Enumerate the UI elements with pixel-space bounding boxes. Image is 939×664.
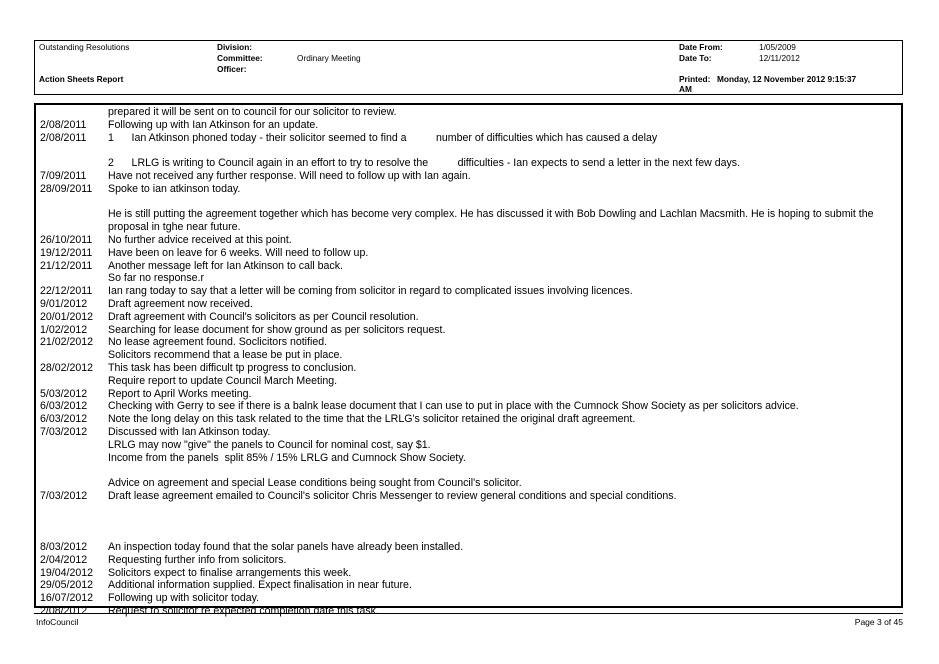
- log-entry: [36, 388, 901, 401]
- log-entry: [36, 208, 901, 234]
- log-entry: [36, 554, 901, 567]
- page-number: Page 3 of 45: [854, 617, 903, 627]
- entry-date: 16/07/2012: [40, 592, 94, 605]
- entry-text: Requesting further info from solicitors.: [108, 553, 287, 566]
- printed-label: Printed:: [679, 74, 711, 84]
- entry-text: [108, 196, 901, 209]
- division-label: Division:: [217, 42, 253, 52]
- entry-date: [36, 439, 108, 452]
- entry-text: [108, 516, 901, 529]
- log-entry: [36, 452, 901, 465]
- log-entry: [36, 247, 901, 260]
- entry-date: 1/02/2012: [40, 323, 88, 336]
- log-entry: [36, 592, 901, 605]
- entry-date: [36, 196, 108, 209]
- entry-date: 21/02/2012: [40, 336, 94, 349]
- log-entry: [36, 183, 901, 196]
- date-from-value: 1/05/2009: [759, 42, 796, 52]
- entry-date: 22/12/2011: [40, 285, 93, 298]
- entry-date: 8/03/2012: [40, 541, 88, 554]
- entry-text: Have not received any further response. Will need to follow up with Ian again.: [108, 169, 471, 182]
- entry-date: 19/12/2011: [40, 246, 93, 259]
- log-entry: [36, 106, 901, 119]
- entry-date: 7/09/2011: [40, 169, 87, 182]
- entry-text: Have been on leave for 6 weeks. Will need to follow up.: [108, 246, 369, 259]
- entry-text: This task has been difficult tp progress to conclusion.: [108, 361, 357, 374]
- entry-date: [36, 375, 108, 388]
- entry-text: [108, 503, 901, 516]
- entry-date: 7/03/2012: [40, 425, 88, 438]
- log-entry: [36, 490, 901, 503]
- entry-date: [36, 516, 108, 529]
- entry-date: 6/03/2012: [40, 413, 88, 426]
- entry-date: [36, 208, 108, 234]
- entry-text: Income from the panels split 85% / 15% LRLG and Cumnock Show Society.: [108, 451, 466, 464]
- log-entry: [36, 426, 901, 439]
- entry-date: 2/08/2011: [40, 131, 87, 144]
- entry-text: Report to April Works meeting.: [108, 387, 252, 400]
- entry-text: He is still putting the agreement together which has become very complex. He has discussed it with Bob Dowling and Lachlan Macsmith. He is hoping to submit the proposal in tghe near future.: [108, 208, 877, 234]
- entry-date: [36, 106, 108, 119]
- entry-text: Checking with Gerry to see if there is a balnk lease document that I can use to put in place with the Cumnock Show Society as per solicitors advice.: [108, 400, 799, 413]
- entry-text: Spoke to ian atkinson today.: [108, 182, 241, 195]
- report-header: [34, 40, 903, 95]
- entry-date: [36, 349, 108, 362]
- entry-date: 9/01/2012: [40, 297, 88, 310]
- entry-date: [36, 157, 108, 170]
- date-from-label: Date From:: [679, 42, 723, 52]
- entry-date: [36, 144, 108, 157]
- entry-text: Draft agreement now received.: [108, 297, 253, 310]
- entry-text: Additional information supplied. Expect finalisation in near future.: [108, 579, 412, 592]
- log-entry: [36, 349, 901, 362]
- log-entry: [36, 144, 901, 157]
- log-entry: [36, 477, 901, 490]
- log-entry: [36, 375, 901, 388]
- log-entry: [36, 413, 901, 426]
- action-log: [34, 103, 903, 618]
- entry-date: 2/08/2011: [40, 118, 87, 131]
- committee-value: Ordinary Meeting: [297, 53, 361, 63]
- log-entry: [36, 503, 901, 516]
- log-entry: [36, 567, 901, 580]
- log-entry: [36, 579, 901, 592]
- entry-date: 2/04/2012: [40, 553, 88, 566]
- log-entry: [36, 439, 901, 452]
- log-entry: [36, 464, 901, 477]
- log-entry: [36, 170, 901, 183]
- log-entry: [36, 285, 901, 298]
- entry-text: Following up with solicitor today.: [108, 592, 260, 605]
- log-entry: [36, 119, 901, 132]
- entry-date: [36, 528, 108, 541]
- entry-date: 20/01/2012: [40, 310, 94, 323]
- entry-text: Discussed with Ian Atkinson today.: [108, 425, 271, 438]
- entry-date: [36, 452, 108, 465]
- log-entry: [36, 272, 901, 285]
- entry-date: 28/09/2011: [40, 182, 93, 195]
- entry-text: Advice on agreement and special Lease conditions being sought from Council's solicitor.: [108, 477, 522, 490]
- entry-text: Another message left for Ian Atkinson to call back.: [108, 259, 343, 272]
- footer-brand: InfoCouncil: [36, 617, 79, 627]
- entry-date: 6/03/2012: [40, 400, 88, 413]
- entry-date: 5/03/2012: [40, 387, 88, 400]
- log-entry: [36, 298, 901, 311]
- log-entry: [36, 324, 901, 337]
- entry-date: 28/02/2012: [40, 361, 94, 374]
- action-entries: [36, 106, 901, 618]
- log-entry: [36, 362, 901, 375]
- entry-text: 1 Ian Atkinson phoned today - their solicitor seemed to find a number of difficulties which has caused a delay: [108, 131, 658, 144]
- log-entry: [36, 196, 901, 209]
- entry-text: Solicitors expect to finalise arrangements this week.: [108, 566, 352, 579]
- entry-text: No further advice received at this point.: [108, 233, 292, 246]
- log-entry: [36, 336, 901, 349]
- date-to-label: Date To:: [679, 53, 712, 63]
- committee-label: Committee:: [217, 53, 263, 63]
- entry-text: So far no response.r: [108, 272, 204, 285]
- entry-text: No lease agreement found. Soclicitors notified.: [108, 336, 328, 349]
- entry-text: Request to solicitor re expected completion date this task.: [108, 605, 379, 618]
- log-entry: [36, 311, 901, 324]
- entry-text: prepared it will be sent on to council for our solicitor to review.: [108, 106, 397, 118]
- entry-text: Draft lease agreement emailed to Council's solicitor Chris Messenger to review general conditions and special conditions.: [108, 489, 677, 502]
- entry-date: [36, 477, 108, 490]
- printed-value-cont: AM: [679, 84, 692, 94]
- entry-date: 26/10/2011: [40, 233, 93, 246]
- entry-text: [108, 464, 901, 477]
- log-entry: [36, 516, 901, 529]
- entry-date: 19/04/2012: [40, 566, 94, 579]
- entry-date: [36, 464, 108, 477]
- log-entry: [36, 260, 901, 273]
- entry-text: LRLG may now "give" the panels to Council for nominal cost, say $1.: [108, 438, 431, 451]
- officer-label: Officer:: [217, 64, 247, 74]
- entry-date: 2/08/2012: [40, 605, 88, 618]
- entry-date: 21/12/2011: [40, 259, 93, 272]
- entry-date: [36, 503, 108, 516]
- printed-value: Monday, 12 November 2012 9:15:37: [717, 74, 857, 84]
- entry-date: 29/05/2012: [40, 579, 94, 592]
- log-entry: [36, 157, 901, 170]
- entry-text: [108, 528, 901, 541]
- log-entry: [36, 400, 901, 413]
- entry-text: Require report to update Council March Meeting.: [108, 374, 338, 387]
- log-entry: [36, 132, 901, 145]
- entry-date: 7/03/2012: [40, 489, 88, 502]
- entry-text: Note the long delay on this task related to the time that the LRLG's solicitor retained the original draft agreement.: [108, 413, 636, 426]
- log-entry: [36, 541, 901, 554]
- log-entry: [36, 528, 901, 541]
- date-to-value: 12/11/2012: [759, 53, 800, 63]
- entry-text: 2 LRLG is writing to Council again in an effort to try to resolve the difficulties - Ian expects to send a letter in the next few days.: [108, 157, 741, 170]
- entry-text: Searching for lease document for show ground as per solicitors request.: [108, 323, 446, 336]
- entry-text: Draft agreement with Council's solicitors as per Council resolution.: [108, 310, 419, 323]
- log-entry: [36, 605, 901, 618]
- footer-divider: [34, 613, 903, 614]
- log-entry: [36, 234, 901, 247]
- entry-text: Following up with Ian Atkinson for an update.: [108, 118, 319, 131]
- entry-text: Solicitors recommend that a lease be put in place.: [108, 349, 343, 362]
- entry-text: [108, 144, 901, 157]
- entry-date: [36, 272, 108, 285]
- report-title: Action Sheets Report: [39, 74, 124, 84]
- entry-text: Ian rang today to say that a letter will be coming from solicitor in regard to complicated issues involving licences.: [108, 285, 633, 298]
- left-title: Outstanding Resolutions: [39, 42, 130, 52]
- entry-text: An inspection today found that the solar panels have already been installed.: [108, 541, 464, 554]
